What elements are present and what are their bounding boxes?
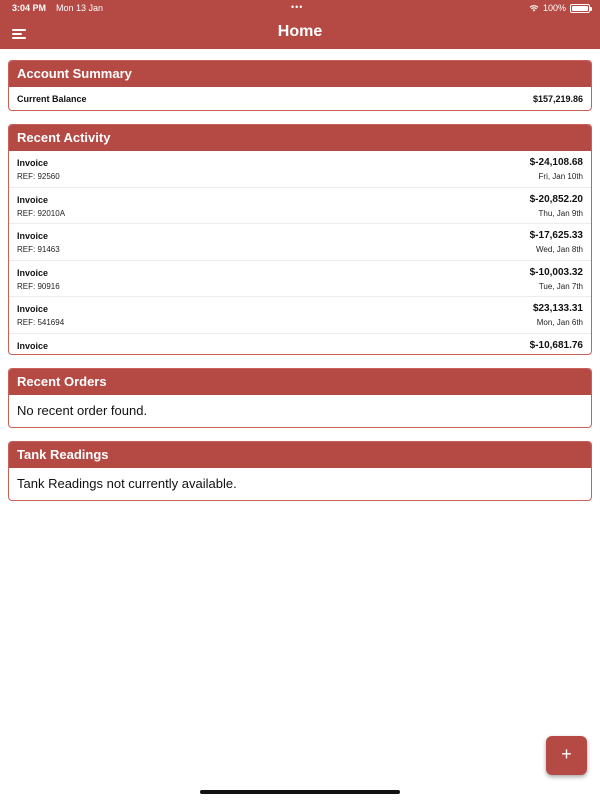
activity-row[interactable] (9, 297, 591, 334)
activity-row[interactable] (9, 334, 591, 354)
nav-bar (0, 16, 600, 49)
current-balance-row[interactable] (9, 87, 591, 110)
activity-ref: REF: 541694 (17, 318, 65, 327)
activity-row[interactable] (9, 224, 591, 261)
activity-ref: REF: 92010A (17, 208, 66, 218)
tank-readings-header: Tank Readings (9, 442, 591, 468)
activity-date: Wed, Jan 8th (536, 245, 583, 254)
activity-ref: REF: 90916 (17, 281, 60, 291)
status-time: 3:04 PM (12, 3, 47, 13)
activity-type: Invoice (17, 267, 49, 278)
activity-row[interactable] (9, 188, 591, 225)
activity-type: Invoice (17, 231, 49, 241)
battery-icon (570, 4, 590, 13)
activity-amount: $-24,108.68 (529, 157, 583, 168)
activity-ref: REF: 92560 (17, 172, 60, 181)
battery-percent: 100% (542, 3, 566, 13)
activity-type: Invoice (17, 194, 49, 205)
account-summary-card (8, 60, 592, 111)
recent-orders-header: Recent Orders (9, 369, 591, 395)
activity-amount: $-10,681.76 (529, 339, 583, 351)
activity-date: Mon, Jan 6th (536, 318, 583, 327)
add-button[interactable] (546, 736, 587, 775)
recent-activity-header: Recent Activity (9, 125, 591, 151)
activity-type: Invoice (17, 158, 49, 168)
activity-type: Invoice (17, 304, 49, 314)
activity-date: Fri, Jan 10th (538, 172, 583, 181)
recent-orders-card (8, 368, 592, 428)
recent-activity-card (8, 124, 592, 355)
current-balance-value: $157,219.86 (532, 93, 583, 104)
activity-list (9, 151, 591, 354)
wifi-icon (529, 4, 539, 12)
multitasking-dots-icon[interactable]: ••• (291, 2, 304, 12)
activity-amount: $23,133.31 (532, 303, 583, 314)
activity-date: Thu, Jan 9th (538, 208, 583, 218)
activity-row[interactable] (9, 261, 591, 298)
activity-amount: $-10,003.32 (529, 266, 583, 278)
activity-amount: $-17,625.33 (529, 230, 583, 241)
account-summary-header: Account Summary (9, 61, 591, 87)
status-bar (0, 0, 600, 16)
activity-ref: REF: 91463 (17, 245, 60, 254)
current-balance-label: Current Balance (17, 93, 87, 104)
recent-orders-empty-message: No recent order found. (17, 403, 148, 418)
tank-readings-empty-message: Tank Readings not currently available. (17, 476, 237, 491)
activity-type: Invoice (17, 340, 49, 351)
tank-readings-card (8, 441, 592, 501)
activity-date: Tue, Jan 7th (538, 281, 583, 291)
status-right (529, 3, 590, 13)
home-indicator[interactable] (200, 790, 400, 794)
plus-icon: + (561, 744, 572, 764)
activity-amount: $-20,852.20 (529, 193, 583, 205)
status-date: Mon 13 Jan (56, 3, 104, 13)
page-title: Home (277, 23, 323, 40)
activity-row[interactable] (9, 151, 591, 188)
